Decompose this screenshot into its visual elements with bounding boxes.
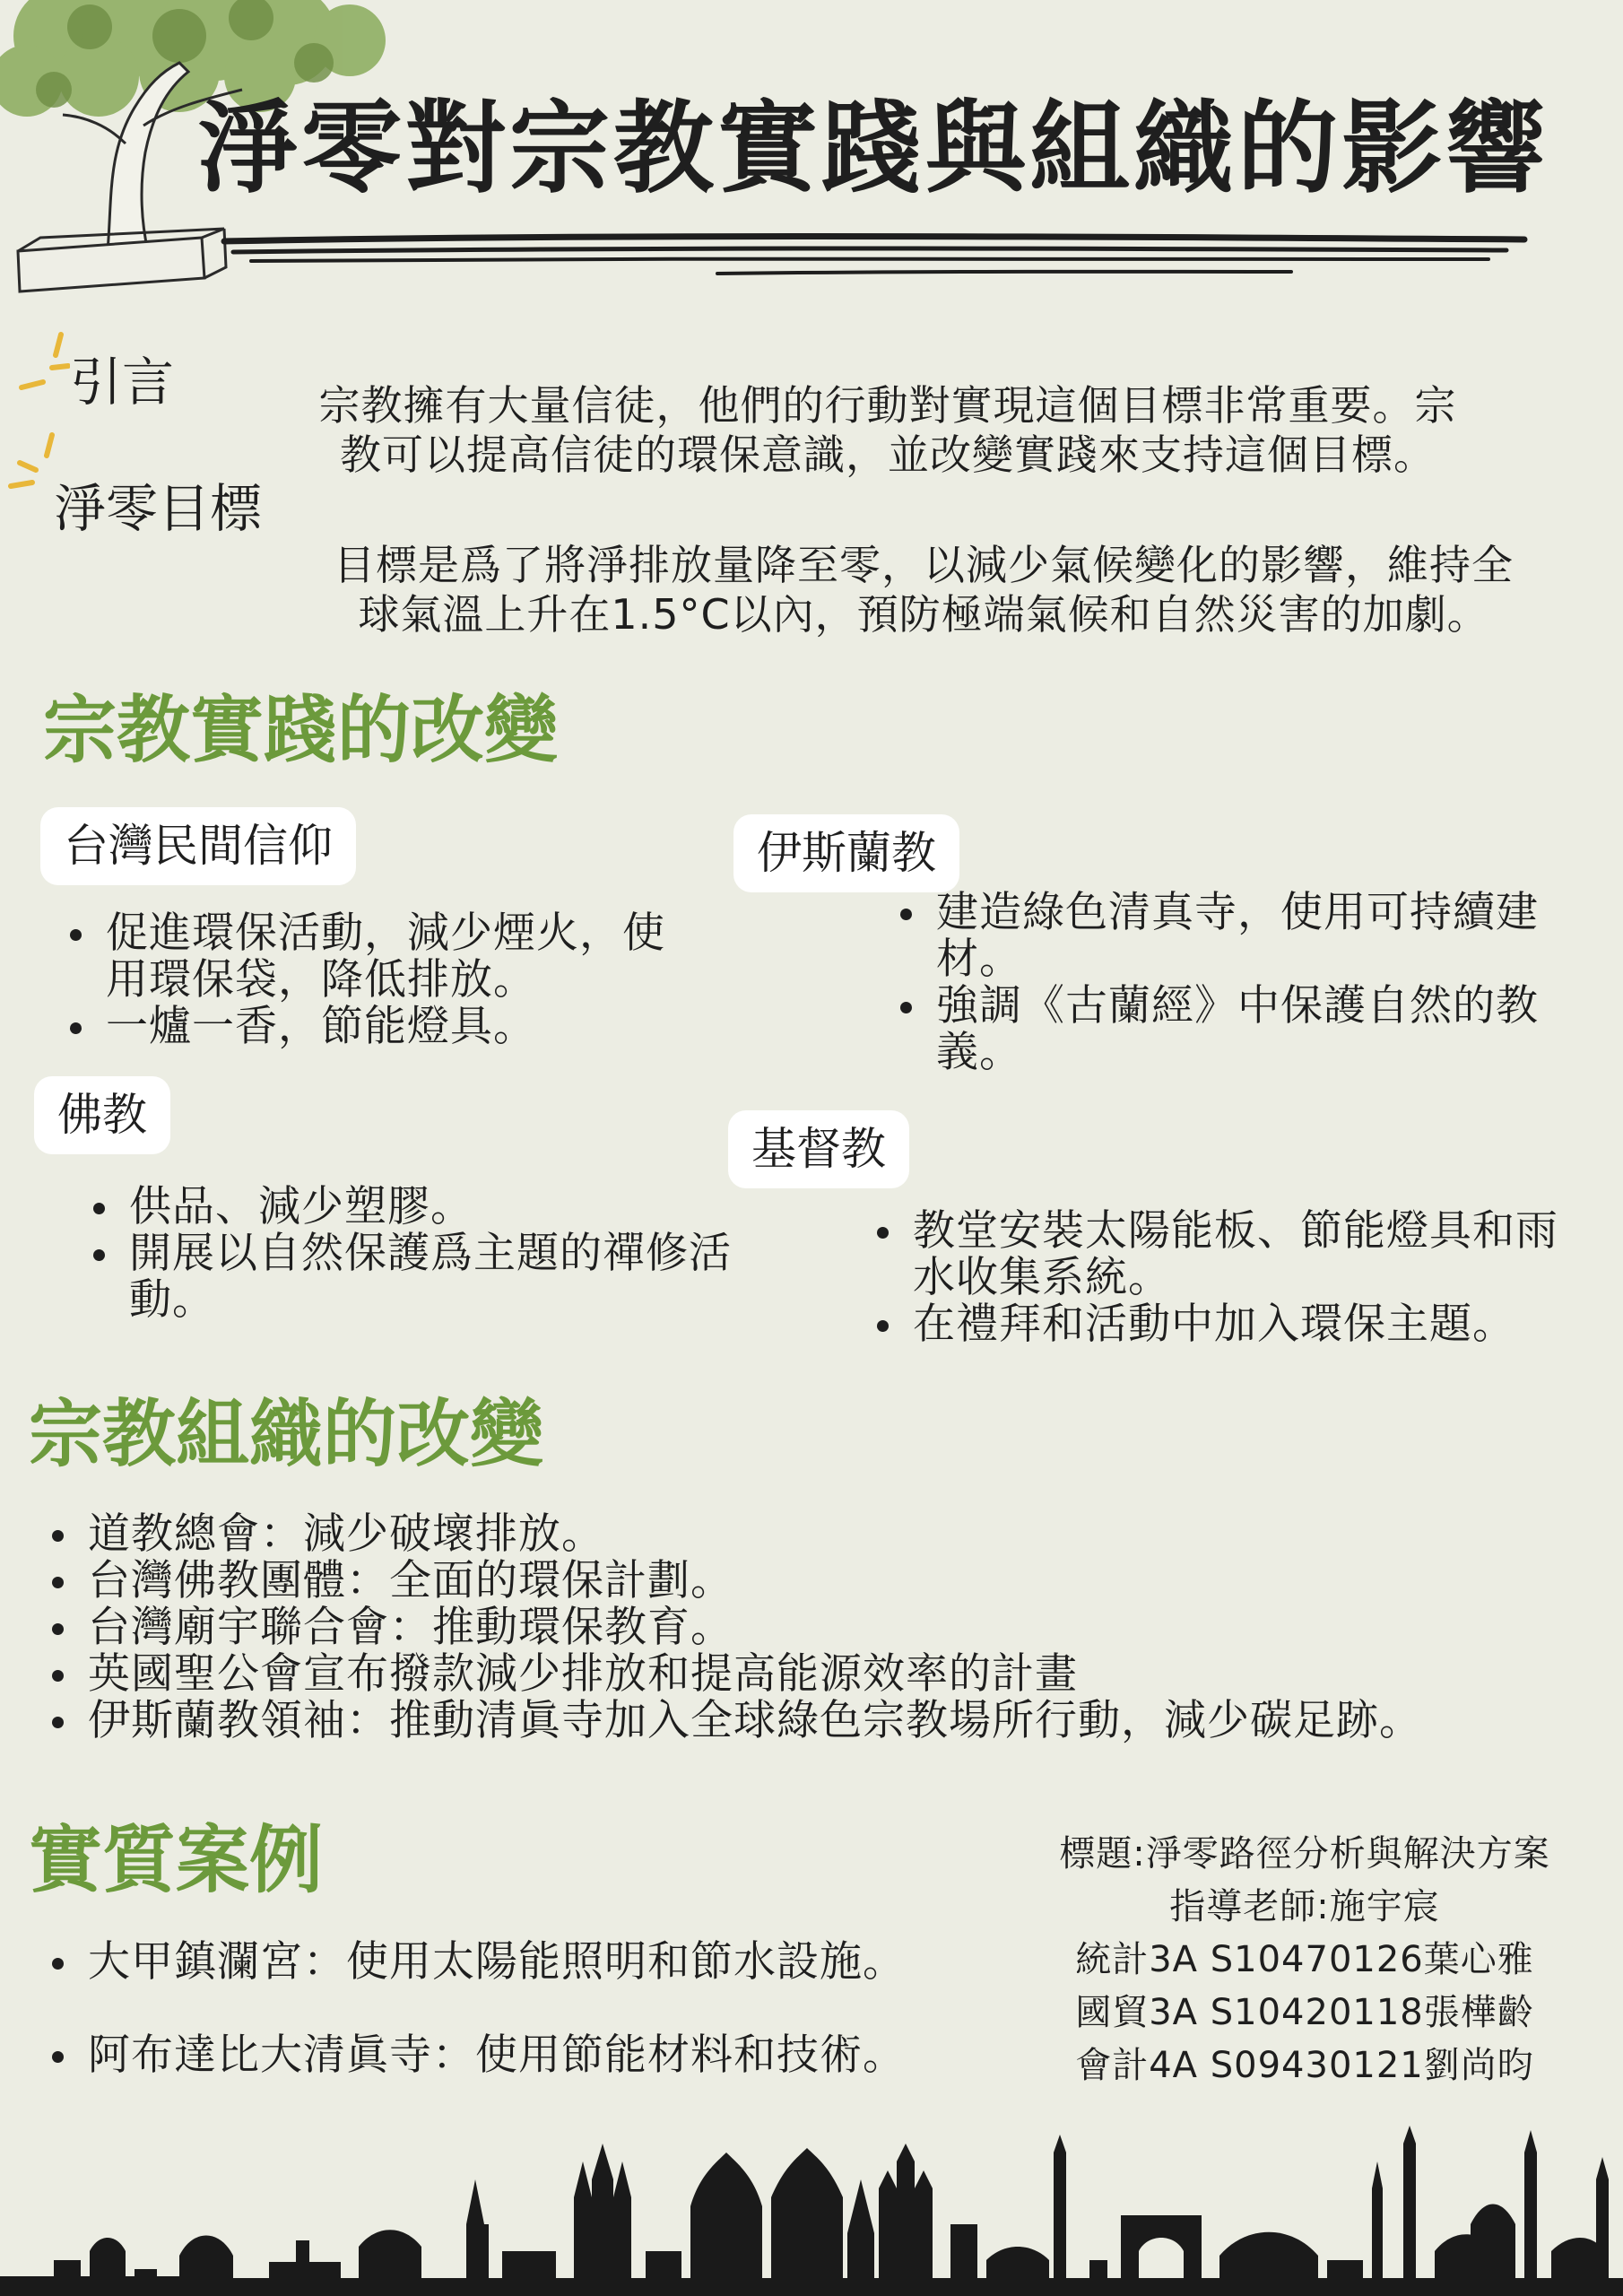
intro-text-line: 教可以提高信徒的環保意識，並改變實踐來支持這個目標。 <box>340 430 1436 479</box>
credits-block <box>1013 1828 1596 2092</box>
list-item: 建造綠色清真寺，使用可持續建材。 <box>895 890 1576 983</box>
page-title: 淨零對宗教實踐與組織的影響 <box>197 91 1549 207</box>
cases-list <box>47 1939 1033 2126</box>
folk-religion-list <box>65 910 692 1050</box>
intro-text-line: 宗教擁有大量信徒，他們的行動對實現這個目標非常重要。宗 <box>318 381 1457 430</box>
credit-advisor: 指導老師:施宇宸 <box>1169 1886 1440 1927</box>
list-item: 英國聖公會宣布撥款減少排放和提高能源效率的計畫 <box>47 1651 1623 1698</box>
buddhism-label: 佛教 <box>34 1076 170 1154</box>
goal-text <box>247 541 1601 639</box>
organization-list <box>47 1511 1623 1744</box>
list-item: 開展以自然保護爲主題的禪修活動。 <box>88 1231 733 1324</box>
buddhism-list <box>88 1184 733 1324</box>
christianity-label: 基督教 <box>728 1110 909 1188</box>
credit-student: 國貿3A S10420118張樺齡 <box>1075 1992 1534 2033</box>
list-item: 在禮拜和活動中加入環保主題。 <box>872 1301 1571 1348</box>
goal-text-line: 球氣溫上升在1.5°C以內，預防極端氣候和自然災害的加劇。 <box>358 590 1489 639</box>
spark-icon <box>7 430 61 493</box>
list-item: 一爐一香，節能燈具。 <box>65 1004 692 1050</box>
list-item: 強調《古蘭經》中保護自然的教義。 <box>895 983 1576 1076</box>
credit-title: 標題:淨零路徑分析與解決方案 <box>1059 1833 1550 1874</box>
list-item: 供品、減少塑膠。 <box>88 1184 733 1231</box>
folk-religion-label: 台灣民間信仰 <box>40 807 356 885</box>
list-item: 教堂安裝太陽能板、節能燈具和雨水收集系統。 <box>872 1208 1571 1301</box>
list-item: 大甲鎮瀾宮：使用太陽能照明和節水設施。 <box>47 1939 1033 1986</box>
intro-heading: 引言 <box>70 352 175 413</box>
spark-icon <box>16 330 70 393</box>
practice-heading: 宗教實踐的改變 <box>43 688 559 773</box>
intro-text <box>224 381 1551 480</box>
list-item: 促進環保活動，減少煙火，使用環保袋，降低排放。 <box>65 910 692 1004</box>
credit-student: 統計3A S10470126葉心雅 <box>1075 1939 1534 1980</box>
organization-heading: 宗教組織的改變 <box>29 1392 544 1477</box>
list-item: 台灣佛教團體：全面的環保計劃。 <box>47 1558 1623 1605</box>
christianity-list <box>872 1208 1571 1348</box>
cases-heading: 實質案例 <box>29 1818 324 1903</box>
goal-heading: 淨零目標 <box>54 478 263 539</box>
credit-student: 會計4A S09430121劉尚昀 <box>1075 2045 1534 2086</box>
islam-label: 伊斯蘭教 <box>733 814 959 892</box>
brush-underline <box>215 229 1533 283</box>
list-item: 台灣廟宇聯合會：推動環保教育。 <box>47 1605 1623 1651</box>
list-item: 道教總會：減少破壞排放。 <box>47 1511 1623 1558</box>
city-skyline-silhouette <box>0 2126 1623 2296</box>
list-item: 伊斯蘭教領袖：推動清眞寺加入全球綠色宗教場所行動，減少碳足跡。 <box>47 1698 1623 1744</box>
islam-list <box>895 890 1576 1076</box>
list-item: 阿布達比大清眞寺：使用節能材料和技術。 <box>47 2032 1033 2079</box>
goal-text-line: 目標是爲了將淨排放量降至零，以減少氣候變化的影響，維持全 <box>334 541 1514 589</box>
